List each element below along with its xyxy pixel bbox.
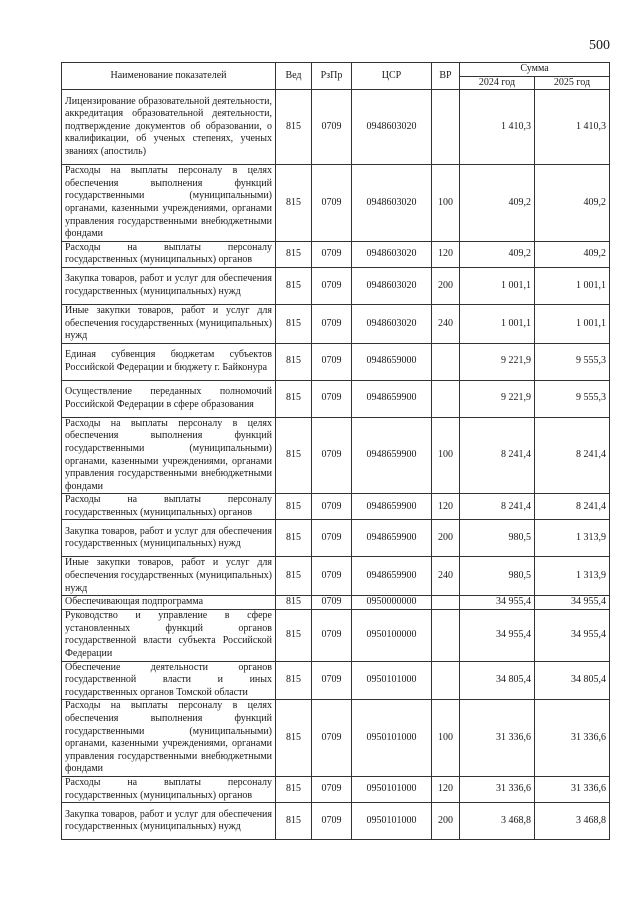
cell-vr: 240 <box>432 557 460 596</box>
table-row <box>62 610 610 661</box>
cell-vr <box>432 610 460 661</box>
cell-ved: 815 <box>276 165 312 242</box>
cell-name: Обеспечивающая подпрограмма <box>62 596 276 610</box>
cell-ved: 815 <box>276 267 312 304</box>
cell-ved: 815 <box>276 557 312 596</box>
cell-rzpr: 0709 <box>312 304 352 343</box>
cell-sum-2024: 409,2 <box>460 241 535 267</box>
cell-rzpr: 0709 <box>312 557 352 596</box>
table-row <box>62 596 610 610</box>
cell-sum-2025: 8 241,4 <box>535 417 610 494</box>
cell-ved: 815 <box>276 343 312 380</box>
table-row <box>62 304 610 343</box>
cell-csr: 0948603020 <box>352 267 432 304</box>
cell-sum-2024: 31 336,6 <box>460 700 535 777</box>
cell-ved: 815 <box>276 596 312 610</box>
cell-sum-2024: 9 221,9 <box>460 343 535 380</box>
table-row <box>62 343 610 380</box>
cell-sum-2025: 1 410,3 <box>535 90 610 165</box>
cell-sum-2024: 980,5 <box>460 520 535 557</box>
cell-sum-2024: 1 001,1 <box>460 304 535 343</box>
cell-vr: 200 <box>432 803 460 840</box>
cell-sum-2024: 980,5 <box>460 557 535 596</box>
cell-name: Единая субвенция бюджетам субъектов Российской Федерации и бюджету г. Байконура <box>62 343 276 380</box>
cell-rzpr: 0709 <box>312 343 352 380</box>
header-vr: ВР <box>432 63 460 90</box>
cell-rzpr: 0709 <box>312 165 352 242</box>
cell-vr: 200 <box>432 267 460 304</box>
cell-name: Иные закупки товаров, работ и услуг для обеспечения государственных (муниципальных) нужд <box>62 557 276 596</box>
cell-ved: 815 <box>276 700 312 777</box>
table-row <box>62 165 610 242</box>
cell-name: Руководство и управление в сфере установленных функций органов государственной власти субъекта Российской Федерации <box>62 610 276 661</box>
header-ved: Вед <box>276 63 312 90</box>
cell-name: Лицензирование образовательной деятельности, аккредитация образовательной деятельности, подтверждение документов об образовании, о квалификации, об ученых степенях, ученых званиях (апостиль) <box>62 90 276 165</box>
cell-ved: 815 <box>276 520 312 557</box>
cell-sum-2025: 31 336,6 <box>535 700 610 777</box>
cell-vr: 200 <box>432 520 460 557</box>
header-rzpr: РзПр <box>312 63 352 90</box>
cell-ved: 815 <box>276 90 312 165</box>
cell-sum-2025: 409,2 <box>535 241 610 267</box>
cell-sum-2024: 34 955,4 <box>460 596 535 610</box>
cell-vr: 100 <box>432 700 460 777</box>
header-year-2025: 2025 год <box>535 76 610 90</box>
cell-rzpr: 0709 <box>312 520 352 557</box>
cell-ved: 815 <box>276 776 312 802</box>
cell-csr: 0950101000 <box>352 776 432 802</box>
cell-sum-2025: 1 313,9 <box>535 520 610 557</box>
cell-vr: 100 <box>432 165 460 242</box>
cell-rzpr: 0709 <box>312 417 352 494</box>
cell-name: Расходы на выплаты персоналу в целях обеспечения выполнения функций государственными (муниципальными) органами, казенными учреждениями, органами управления государственными внебюджетными фондами <box>62 417 276 494</box>
cell-name: Обеспечение деятельности органов государственной власти и иных государственных органов Томской области <box>62 661 276 700</box>
cell-sum-2025: 9 555,3 <box>535 380 610 417</box>
page-number: 500 <box>589 38 610 53</box>
cell-csr: 0948603020 <box>352 90 432 165</box>
cell-name: Осуществление переданных полномочий Российской Федерации в сфере образования <box>62 380 276 417</box>
table-row <box>62 494 610 520</box>
cell-vr: 120 <box>432 494 460 520</box>
cell-sum-2024: 34 805,4 <box>460 661 535 700</box>
cell-ved: 815 <box>276 610 312 661</box>
cell-csr: 0948659900 <box>352 417 432 494</box>
table-row <box>62 520 610 557</box>
cell-csr: 0948603020 <box>352 165 432 242</box>
cell-rzpr: 0709 <box>312 241 352 267</box>
cell-sum-2025: 1 313,9 <box>535 557 610 596</box>
cell-name: Расходы на выплаты персоналу государственных (муниципальных) органов <box>62 776 276 802</box>
table-row <box>62 700 610 777</box>
cell-rzpr: 0709 <box>312 494 352 520</box>
cell-vr <box>432 661 460 700</box>
cell-rzpr: 0709 <box>312 90 352 165</box>
cell-csr: 0948659900 <box>352 380 432 417</box>
table-row <box>62 417 610 494</box>
table-row <box>62 661 610 700</box>
cell-csr: 0948603020 <box>352 241 432 267</box>
cell-sum-2024: 8 241,4 <box>460 494 535 520</box>
cell-csr: 0948659900 <box>352 494 432 520</box>
cell-rzpr: 0709 <box>312 267 352 304</box>
cell-vr: 100 <box>432 417 460 494</box>
cell-csr: 0950101000 <box>352 803 432 840</box>
cell-sum-2024: 31 336,6 <box>460 776 535 802</box>
cell-rzpr: 0709 <box>312 776 352 802</box>
cell-sum-2025: 34 955,4 <box>535 596 610 610</box>
cell-sum-2024: 9 221,9 <box>460 380 535 417</box>
cell-name: Расходы на выплаты персоналу государственных (муниципальных) органов <box>62 494 276 520</box>
cell-vr: 120 <box>432 776 460 802</box>
cell-sum-2025: 34 805,4 <box>535 661 610 700</box>
cell-name: Расходы на выплаты персоналу в целях обеспечения выполнения функций государственными (муниципальными) органами, казенными учреждениями, органами управления государственными внебюджетными фондами <box>62 700 276 777</box>
table-row <box>62 557 610 596</box>
cell-name: Расходы на выплаты персоналу государственных (муниципальных) органов <box>62 241 276 267</box>
cell-rzpr: 0709 <box>312 661 352 700</box>
cell-sum-2025: 1 001,1 <box>535 267 610 304</box>
table-header <box>62 63 610 90</box>
cell-vr: 120 <box>432 241 460 267</box>
cell-sum-2024: 8 241,4 <box>460 417 535 494</box>
header-name: Наименование показателей <box>62 63 276 90</box>
cell-vr: 240 <box>432 304 460 343</box>
cell-vr <box>432 90 460 165</box>
cell-csr: 0948659000 <box>352 343 432 380</box>
table-row <box>62 267 610 304</box>
cell-name: Закупка товаров, работ и услуг для обеспечения государственных (муниципальных) нужд <box>62 520 276 557</box>
cell-csr: 0948659900 <box>352 557 432 596</box>
cell-ved: 815 <box>276 380 312 417</box>
cell-sum-2025: 9 555,3 <box>535 343 610 380</box>
cell-rzpr: 0709 <box>312 610 352 661</box>
cell-csr: 0950101000 <box>352 700 432 777</box>
cell-sum-2025: 3 468,8 <box>535 803 610 840</box>
cell-sum-2025: 1 001,1 <box>535 304 610 343</box>
cell-ved: 815 <box>276 241 312 267</box>
table-row <box>62 90 610 165</box>
cell-sum-2025: 34 955,4 <box>535 610 610 661</box>
cell-ved: 815 <box>276 494 312 520</box>
cell-sum-2024: 409,2 <box>460 165 535 242</box>
cell-name: Иные закупки товаров, работ и услуг для обеспечения государственных (муниципальных) нужд <box>62 304 276 343</box>
cell-ved: 815 <box>276 803 312 840</box>
table-row <box>62 803 610 840</box>
cell-ved: 815 <box>276 417 312 494</box>
cell-name: Закупка товаров, работ и услуг для обеспечения государственных (муниципальных) нужд <box>62 267 276 304</box>
cell-csr: 0950100000 <box>352 610 432 661</box>
cell-sum-2025: 8 241,4 <box>535 494 610 520</box>
cell-ved: 815 <box>276 661 312 700</box>
cell-sum-2024: 1 001,1 <box>460 267 535 304</box>
cell-vr <box>432 343 460 380</box>
cell-vr <box>432 380 460 417</box>
header-csr: ЦСР <box>352 63 432 90</box>
cell-vr <box>432 596 460 610</box>
cell-rzpr: 0709 <box>312 380 352 417</box>
cell-csr: 0950101000 <box>352 661 432 700</box>
table-row <box>62 776 610 802</box>
header-sum: Сумма <box>460 63 610 77</box>
header-year-2024: 2024 год <box>460 76 535 90</box>
cell-rzpr: 0709 <box>312 700 352 777</box>
cell-sum-2025: 409,2 <box>535 165 610 242</box>
cell-rzpr: 0709 <box>312 596 352 610</box>
cell-csr: 0950000000 <box>352 596 432 610</box>
cell-ved: 815 <box>276 304 312 343</box>
cell-sum-2025: 31 336,6 <box>535 776 610 802</box>
cell-rzpr: 0709 <box>312 803 352 840</box>
cell-sum-2024: 3 468,8 <box>460 803 535 840</box>
cell-name: Закупка товаров, работ и услуг для обеспечения государственных (муниципальных) нужд <box>62 803 276 840</box>
budget-table <box>61 62 610 840</box>
cell-csr: 0948603020 <box>352 304 432 343</box>
table-row <box>62 241 610 267</box>
cell-name: Расходы на выплаты персоналу в целях обеспечения выполнения функций государственными (муниципальными) органами, казенными учреждениями, органами управления государственными внебюджетными фондами <box>62 165 276 242</box>
cell-sum-2024: 34 955,4 <box>460 610 535 661</box>
cell-sum-2024: 1 410,3 <box>460 90 535 165</box>
table-body <box>62 90 610 840</box>
cell-csr: 0948659900 <box>352 520 432 557</box>
table-row <box>62 380 610 417</box>
